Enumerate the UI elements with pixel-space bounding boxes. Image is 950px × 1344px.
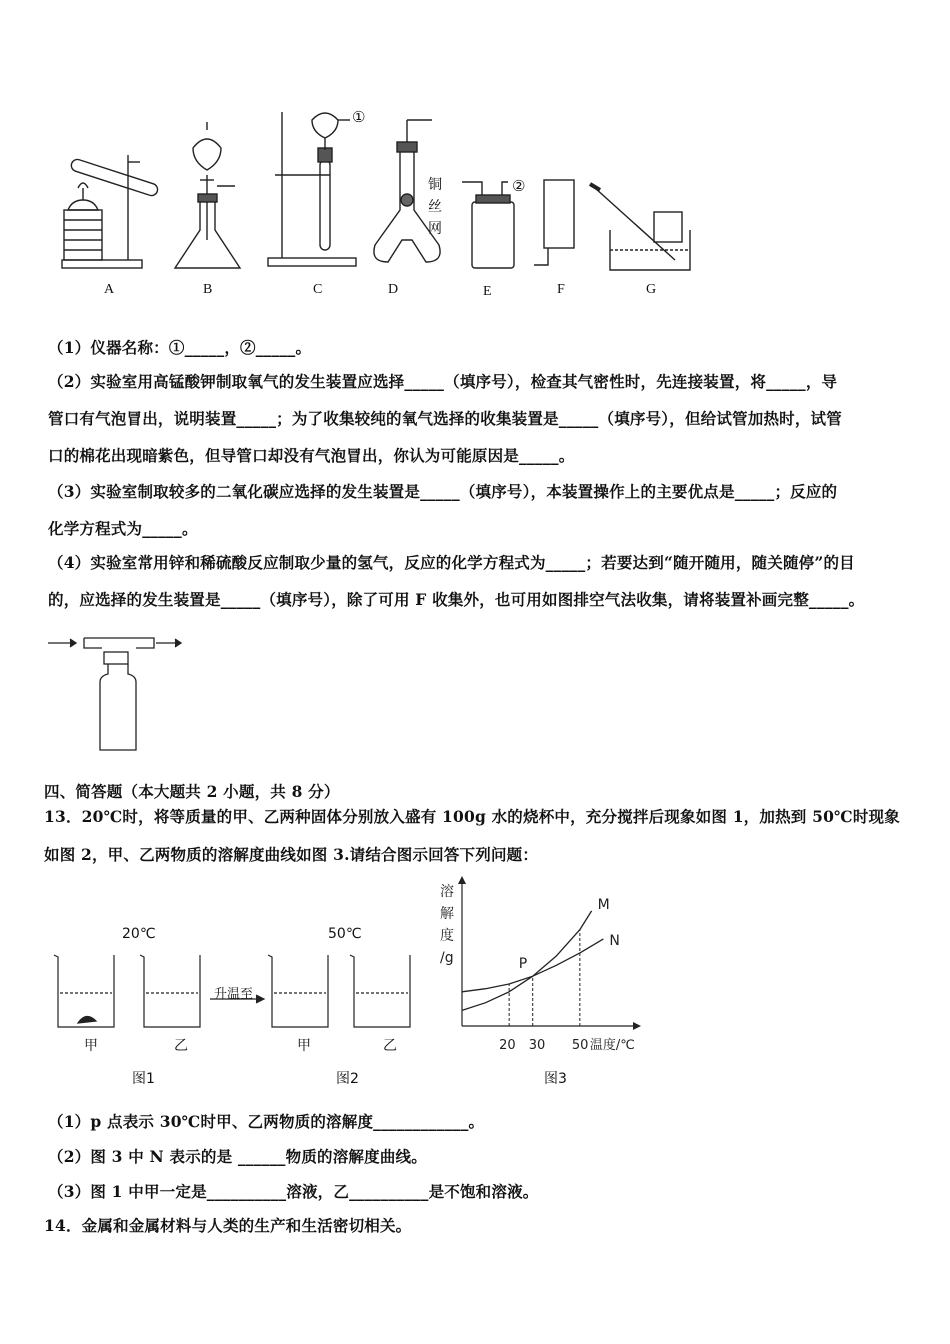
x-tick-label: 20 (499, 1038, 516, 1053)
label-e: E (483, 284, 492, 299)
fig2-temperature: 50℃ (328, 926, 362, 942)
q12-part2-line2: 管口有气泡冒出，说明装置_____；为了收集较纯的氧气选择的收集装置是_____（填序号），但给试管加热时，试管 (48, 409, 842, 428)
apparatus-f (534, 180, 574, 265)
y-axis-label-char: /g (440, 950, 454, 966)
label-c: C (313, 282, 323, 297)
fig3-caption: 图3 (544, 1071, 567, 1087)
heat-arrow-label: 升温至 (214, 987, 254, 1002)
x-axis-arrow (633, 1022, 641, 1030)
q12-part3-line2: 化学方程式为_____。 (48, 519, 198, 538)
q14-intro: 14．金属和金属材料与人类的生产和生活密切相关。 (44, 1216, 412, 1235)
gas-bottle-sketch (44, 630, 194, 755)
beaker-fig1-jia (54, 955, 114, 1027)
fig2-caption: 图2 (336, 1071, 359, 1087)
apparatus-figure (50, 100, 700, 300)
fig1-yi-label: 乙 (174, 1038, 188, 1054)
x-axis-label: 温度/℃ (589, 1038, 635, 1053)
y-axis-label-char: 溶 (440, 884, 454, 900)
q13-sub2: （2）图 3 中 N 表示的是 ______物质的溶解度曲线。 (48, 1147, 427, 1166)
section4-heading: 四、简答题（本大题共 2 小题，共 8 分） (44, 782, 340, 801)
label-g: G (646, 282, 657, 297)
fig1-caption: 图1 (132, 1071, 155, 1087)
marker-2: ② (512, 177, 526, 195)
q13-intro-line1: 13．20℃时，将等质量的甲、乙两种固体分别放入盛有 100g 水的烧杯中，充分搅拌后现象如图 1，加热到 50℃时现象 (44, 807, 900, 826)
apparatus-c (268, 112, 356, 266)
q12-part3-line1: （3）实验室制取较多的二氧化碳应选择的发生装置是_____（填序号），本装置操作上的主要优点是_____；反应的 (48, 482, 838, 501)
label-b: B (203, 282, 213, 297)
apparatus-a (62, 155, 159, 268)
fig2-jia-label: 甲 (297, 1038, 311, 1054)
q12-part4-line2: 的，应选择的发生装置是_____（填序号），除了可用 F 收集外，也可用如图排空气法收集，请将装置补画完整_____。 (48, 590, 865, 609)
x-tick-label: 50 (571, 1038, 589, 1053)
q12-part1: （1）仪器名称：①_____，②_____。 (48, 338, 312, 357)
x-tick-label: 30 (528, 1038, 546, 1053)
y-axis-label-char: 度 (440, 928, 454, 944)
q12-part2-line1: （2）实验室用高锰酸钾制取氧气的发生装置应选择_____（填序号），检查其气密性时，先连接装置，将_____，导 (48, 372, 838, 391)
apparatus-e (462, 182, 514, 268)
label-d: D (388, 282, 399, 297)
y-axis-label-char: 解 (440, 906, 454, 922)
label-a: A (104, 282, 115, 297)
marker-1: ① (352, 108, 366, 126)
beaker-fig2-yi (350, 955, 410, 1027)
beaker-fig2-jia (268, 955, 328, 1027)
q12-part2-line3: 口的棉花出现暗紫色，但导管口却没有气泡冒出，你认为可能原因是_____。 (48, 446, 575, 465)
copper-mesh-label: 铜 丝 网 (428, 177, 442, 237)
q13-sub3: （3）图 1 中甲一定是__________溶液，乙__________是不饱和溶液。 (48, 1182, 539, 1201)
q12-part4-line1: （4）实验室常用锌和稀硫酸反应制取少量的氢气，反应的化学方程式为_____；若要达到“随开随用，随关随停”的目 (48, 553, 855, 572)
q13-sub1: （1）p 点表示 30℃时甲、乙两物质的溶解度____________。 (48, 1112, 485, 1131)
point-label-p: P (518, 956, 528, 973)
fig1-jia-label: 甲 (84, 1038, 98, 1054)
y-axis-arrow (458, 876, 466, 884)
q13-intro-line2: 如图 2，甲、乙两物质的溶解度曲线如图 3.请结合图示回答下列问题： (44, 845, 539, 864)
beaker-fig1-yi (140, 955, 200, 1027)
fig1-temperature: 20℃ (122, 926, 156, 942)
series-label-N: N (609, 932, 620, 949)
apparatus-b (175, 122, 240, 268)
solubility-chart (432, 876, 652, 1061)
apparatus-g (590, 184, 690, 270)
series-label-M: M (597, 896, 610, 913)
label-f: F (557, 282, 565, 297)
fig2-yi-label: 乙 (383, 1038, 397, 1054)
